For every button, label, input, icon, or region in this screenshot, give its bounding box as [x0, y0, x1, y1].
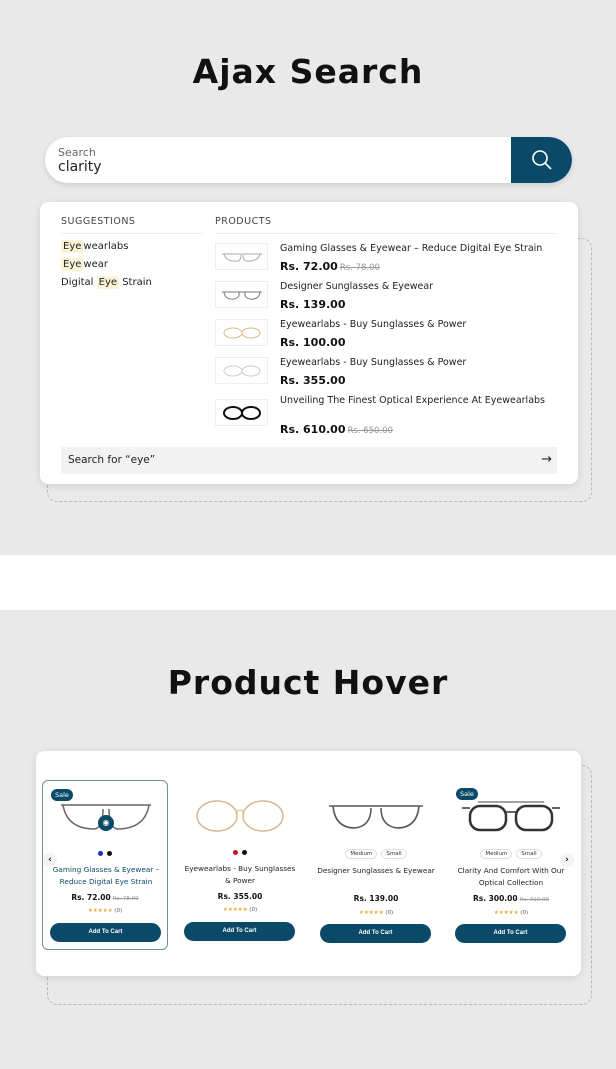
- suggestion-item[interactable]: [61, 259, 108, 270]
- search-input[interactable]: clarity: [58, 159, 102, 175]
- size-chip[interactable]: Medium: [345, 849, 377, 859]
- product-carousel: [36, 751, 581, 976]
- highlight: Eye: [98, 277, 118, 288]
- color-swatch[interactable]: [242, 850, 247, 855]
- old-price: Rs. 650.00: [347, 426, 393, 436]
- product-title[interactable]: Clarity And Comfort With Our Optical Collection: [457, 866, 565, 887]
- color-swatch[interactable]: [233, 850, 238, 855]
- suggestion-text: Digital: [61, 277, 94, 288]
- arrow-right-icon: →: [541, 452, 552, 467]
- product-title: Eyewearlabs - Buy Sunglasses & Power: [280, 357, 467, 368]
- product-title[interactable]: Designer Sunglasses & Eyewear: [317, 866, 435, 875]
- rating-stars: ★★★★★ (0): [222, 907, 258, 913]
- divider: [215, 233, 557, 234]
- color-swatch[interactable]: [98, 851, 103, 856]
- size-chip[interactable]: Medium: [480, 849, 512, 859]
- ajax-search-heading: Ajax Search: [192, 52, 424, 91]
- suggestions-header: SUGGESTIONS: [61, 216, 136, 227]
- old-price: Rs. 310.00: [519, 897, 550, 903]
- product-card[interactable]: [448, 780, 574, 950]
- suggestion-text: wearlabs: [83, 241, 129, 252]
- add-to-cart-button[interactable]: Add To Cart: [455, 924, 566, 943]
- color-swatches: [43, 851, 167, 856]
- size-options: [313, 849, 439, 859]
- divider: [61, 233, 203, 234]
- product-price: Rs. 355.00: [280, 374, 346, 387]
- product-card[interactable]: [313, 780, 439, 950]
- search-dropdown: [40, 202, 578, 484]
- highlight: Eye: [63, 259, 82, 270]
- glasses-thumbnail: [215, 319, 268, 346]
- carousel-next-chevron-right-icon[interactable]: ›: [560, 853, 574, 867]
- color-swatch[interactable]: [107, 851, 112, 856]
- add-to-cart-button[interactable]: Add To Cart: [50, 923, 161, 942]
- suggestion-item[interactable]: [61, 241, 128, 252]
- add-to-cart-button[interactable]: Add To Cart: [320, 924, 431, 943]
- product-price: Rs. 355.00: [217, 892, 263, 901]
- search-bar[interactable]: [45, 137, 572, 183]
- quick-view-eye-icon[interactable]: ◉: [98, 815, 114, 831]
- search-for-button[interactable]: [61, 447, 557, 474]
- product-price: Rs. 300.00 Rs. 310.00: [472, 894, 550, 903]
- size-chip[interactable]: Small: [516, 849, 541, 859]
- product-title: Gaming Glasses & Eyewear – Reduce Digital Eye Strain: [280, 243, 543, 254]
- rating-stars: ★★★★★ (0): [493, 910, 529, 916]
- size-chip[interactable]: Small: [381, 849, 406, 859]
- search-button[interactable]: [511, 137, 572, 183]
- highlight: Eye: [63, 241, 82, 252]
- product-title[interactable]: Eyewearlabs - Buy Sunglasses & Power: [184, 864, 296, 885]
- product-title[interactable]: Gaming Glasses & Eyewear – Reduce Digital Eye Strain: [52, 865, 160, 886]
- color-swatches: [177, 850, 303, 855]
- product-hover-heading: Product Hover: [167, 663, 449, 702]
- product-card[interactable]: [177, 780, 303, 950]
- sale-badge: Sale: [456, 788, 478, 800]
- search-for-label: Search for “eye”: [68, 454, 156, 466]
- add-to-cart-button[interactable]: Add To Cart: [184, 922, 295, 941]
- product-price: Rs. 100.00: [280, 336, 346, 349]
- size-options: [448, 849, 574, 859]
- product-price: Rs. 139.00: [353, 894, 399, 903]
- products-header: PRODUCTS: [215, 216, 272, 227]
- product-card[interactable]: [42, 780, 168, 950]
- product-title: Unveiling The Finest Optical Experience At Eyewearlabs: [280, 395, 545, 406]
- glasses-thumbnail: [215, 399, 268, 426]
- old-price: Rs. 78.00: [112, 896, 139, 902]
- glasses-image: [323, 794, 429, 838]
- product-price: Rs. 139.00: [280, 298, 346, 311]
- product-title: Eyewearlabs - Buy Sunglasses & Power: [280, 319, 467, 330]
- product-title: Designer Sunglasses & Eyewear: [280, 281, 434, 292]
- suggestion-item[interactable]: [61, 277, 152, 288]
- suggestion-text: wear: [83, 259, 108, 270]
- glasses-thumbnail: [215, 357, 268, 384]
- glasses-thumbnail: [215, 281, 268, 308]
- old-price: Rs. 78.00: [339, 263, 380, 273]
- carousel-prev-chevron-left-icon[interactable]: ‹: [43, 853, 57, 867]
- glasses-thumbnail: [215, 243, 268, 270]
- suggestion-text: Strain: [122, 277, 152, 288]
- product-price: Rs. 610.00 Rs. 650.00: [280, 423, 393, 436]
- search-label: Search: [58, 146, 96, 159]
- glasses-image: [458, 794, 564, 838]
- product-price: Rs. 72.00 Rs. 78.00: [71, 893, 139, 902]
- glasses-image: [187, 794, 293, 838]
- rating-stars: ★★★★★ (0): [87, 908, 123, 914]
- product-price: Rs. 72.00 Rs. 78.00: [280, 260, 380, 273]
- search-icon: [530, 148, 554, 172]
- sale-badge: Sale: [51, 789, 73, 801]
- rating-stars: ★★★★★ (0): [358, 910, 394, 916]
